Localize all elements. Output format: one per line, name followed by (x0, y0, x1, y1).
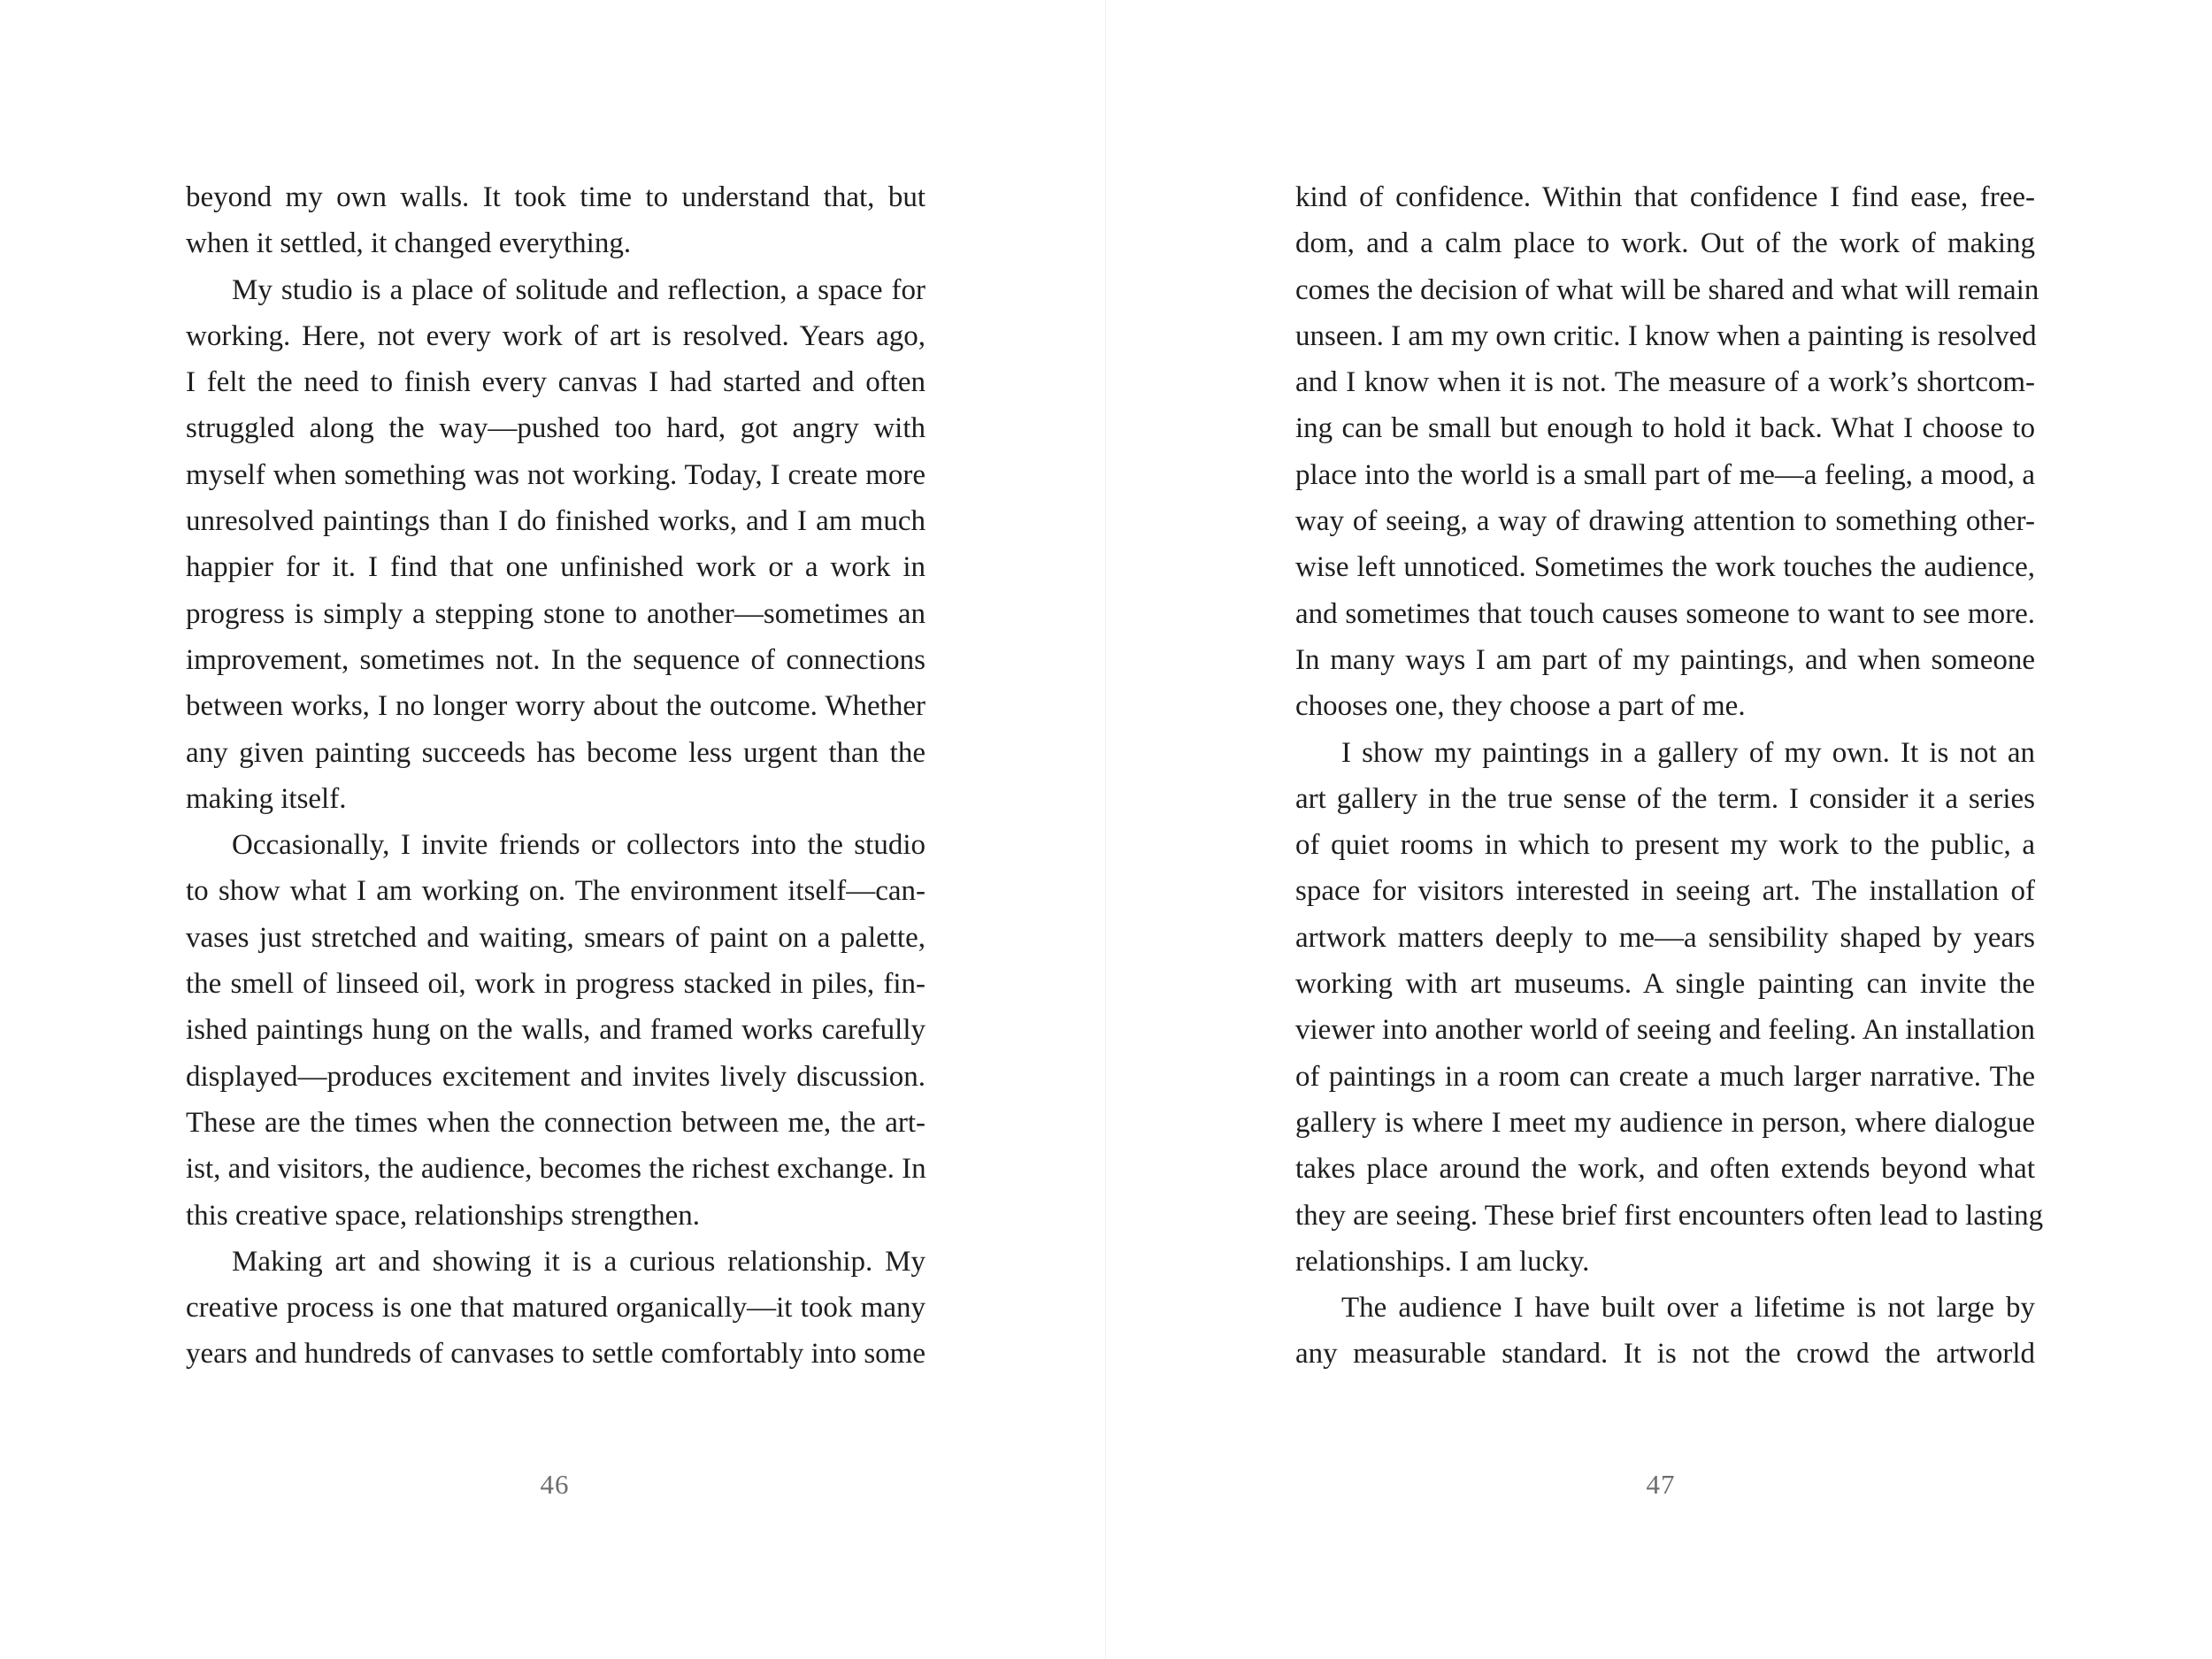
text-line: and sometimes that touch causes someone to want to see more. (1295, 597, 2035, 630)
text-line: space for visitors interested in seeing art. The installation of (1295, 875, 2035, 908)
left-page-number: 46 (540, 1469, 570, 1500)
text-line: viewer into another world of seeing and feeling. An installation (1295, 1014, 2035, 1047)
text-line: this creative space, relationships strengthen. (186, 1199, 700, 1232)
text-line: ing can be small but enough to hold it back. What I choose to (1295, 412, 2035, 445)
text-line: These are the times when the connection between me, the art- (186, 1106, 926, 1139)
text-line: when it settled, it changed everything. (186, 227, 632, 260)
text-line: progress is simply a stepping stone to another—sometimes an (186, 597, 926, 630)
text-line: any measurable standard. It is not the crowd the artworld (1295, 1338, 2035, 1371)
text-line: ist, and visitors, the audience, becomes the richest exchange. In (186, 1153, 926, 1186)
text-line: wise left unnoticed. Sometimes the work touches the audience, (1295, 551, 2035, 584)
text-line: happier for it. I find that one unfinished work or a work in (186, 551, 926, 584)
text-line: to show what I am working on. The environment itself—can- (186, 875, 926, 908)
text-line: and I know when it is not. The measure of a work’s shortcom- (1295, 366, 2035, 399)
right-page-number: 47 (1646, 1469, 1676, 1500)
text-line: artwork matters deeply to me—a sensibility shaped by years (1295, 921, 2035, 954)
text-line: relationships. I am lucky. (1295, 1245, 1590, 1278)
text-line: My studio is a place of solitude and reflection, a space for (232, 273, 926, 306)
right-page-body (1295, 174, 2044, 1378)
text-line: gallery is where I meet my audience in person, where dialogue (1295, 1106, 2035, 1139)
text-line: The audience I have built over a lifetime is not large by (1341, 1292, 2035, 1325)
text-line: making itself. (186, 782, 347, 815)
text-line: way of seeing, a way of drawing attention to something other- (1295, 505, 2035, 538)
text-line: takes place around the work, and often extends beyond what (1295, 1153, 2035, 1186)
text-line: art gallery in the true sense of the term. I consider it a series (1295, 782, 2035, 815)
text-line: unseen. I am my own critic. I know when a painting is resolved (1295, 319, 2037, 352)
text-line: chooses one, they choose a part of me. (1295, 690, 1746, 723)
left-page-body (186, 174, 926, 1378)
text-line: between works, I no longer worry about the outcome. Whether (186, 690, 926, 723)
text-line: In many ways I am part of my paintings, and when someone (1295, 643, 2035, 676)
text-line: of quiet rooms in which to present my work to the public, a (1295, 829, 2035, 862)
text-line: myself when something was not working. Today, I create more (186, 458, 926, 491)
text-line: Occasionally, I invite friends or collectors into the studio (232, 829, 926, 862)
text-line: vases just stretched and waiting, smears of paint on a palette, (186, 921, 926, 954)
text-line: improvement, sometimes not. In the sequence of connections (186, 643, 926, 676)
text-line: beyond my own walls. It took time to understand that, but (186, 181, 926, 213)
text-line: Making art and showing it is a curious relationship. My (232, 1245, 926, 1278)
text-line: working with art museums. A single painting can invite the (1295, 968, 2035, 1001)
text-line: struggled along the way—pushed too hard, got angry with (186, 412, 926, 445)
text-line: years and hundreds of canvases to settle comfortably into some (186, 1338, 926, 1371)
text-line: ished paintings hung on the walls, and framed works carefully (186, 1014, 926, 1047)
text-line: any given painting succeeds has become less urgent than the (186, 736, 926, 769)
text-line: place into the world is a small part of me—a feeling, a mood, a (1295, 458, 2035, 491)
right-page (1106, 0, 2212, 1659)
text-line: I show my paintings in a gallery of my own. It is not an (1341, 736, 2035, 769)
text-line: I felt the need to finish every canvas I had started and often (186, 366, 926, 399)
text-line: dom, and a calm place to work. Out of the work of making (1295, 227, 2035, 260)
text-line: creative process is one that matured organically—it took many (186, 1292, 926, 1325)
text-line: the smell of linseed oil, work in progress stacked in piles, fin- (186, 968, 926, 1001)
text-line: unresolved paintings than I do finished works, and I am much (186, 505, 926, 538)
text-line: they are seeing. These brief first encounters often lead to lasting (1295, 1199, 2044, 1232)
text-line: comes the decision of what will be shared and what will remain (1295, 273, 2039, 306)
text-line: of paintings in a room can create a much larger narrative. The (1295, 1060, 2035, 1093)
text-line: displayed—produces excitement and invites lively discussion. (186, 1060, 926, 1093)
text-line: working. Here, not every work of art is resolved. Years ago, (186, 319, 926, 352)
text-line: kind of confidence. Within that confidence I find ease, free- (1295, 181, 2035, 213)
